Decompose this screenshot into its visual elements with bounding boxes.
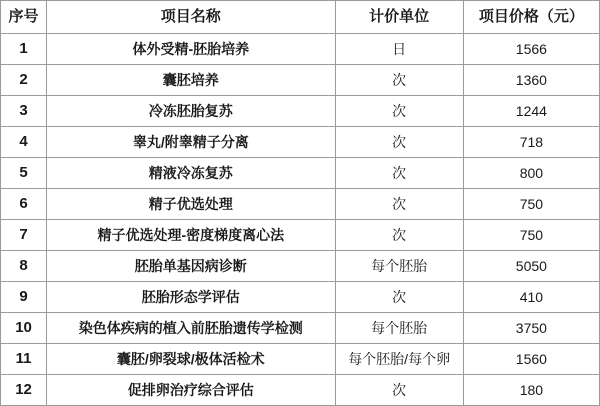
table-row <box>1 251 600 282</box>
column-header-price: 项目价格（元） <box>463 1 599 34</box>
row-index: 10 <box>1 313 47 344</box>
table-row <box>1 375 600 406</box>
row-item-price: 1244 <box>463 96 599 127</box>
table-row <box>1 344 600 375</box>
row-item-name: 胚胎单基因病诊断 <box>47 251 335 282</box>
row-item-name: 体外受精-胚胎培养 <box>47 34 335 65</box>
row-item-unit: 每个胚胎 <box>335 313 463 344</box>
row-item-price: 750 <box>463 189 599 220</box>
row-item-unit: 日 <box>335 34 463 65</box>
row-item-name: 囊胚/卵裂球/极体活检术 <box>47 344 335 375</box>
row-index: 5 <box>1 158 47 189</box>
table-row <box>1 220 600 251</box>
table-row <box>1 282 600 313</box>
row-index: 7 <box>1 220 47 251</box>
row-item-unit: 次 <box>335 127 463 158</box>
row-item-price: 1360 <box>463 65 599 96</box>
row-item-name: 冷冻胚胎复苏 <box>47 96 335 127</box>
row-item-name: 精液冷冻复苏 <box>47 158 335 189</box>
row-item-unit: 次 <box>335 220 463 251</box>
column-header-name: 项目名称 <box>47 1 335 34</box>
row-item-unit: 次 <box>335 375 463 406</box>
row-item-unit: 次 <box>335 158 463 189</box>
row-item-name: 胚胎形态学评估 <box>47 282 335 313</box>
row-item-price: 410 <box>463 282 599 313</box>
table-header <box>1 1 600 34</box>
row-index: 4 <box>1 127 47 158</box>
row-index: 9 <box>1 282 47 313</box>
row-item-price: 1566 <box>463 34 599 65</box>
row-item-name: 促排卵治疗综合评估 <box>47 375 335 406</box>
row-item-unit: 每个胚胎 <box>335 251 463 282</box>
table-row <box>1 96 600 127</box>
row-item-price: 1560 <box>463 344 599 375</box>
column-header-unit: 计价单位 <box>335 1 463 34</box>
row-item-name: 染色体疾病的植入前胚胎遗传学检测 <box>47 313 335 344</box>
table-row <box>1 34 600 65</box>
column-header-index: 序号 <box>1 1 47 34</box>
row-item-price: 180 <box>463 375 599 406</box>
table-row <box>1 158 600 189</box>
row-item-unit: 次 <box>335 282 463 313</box>
table-header-row <box>1 1 600 34</box>
row-item-name: 睾丸/附睾精子分离 <box>47 127 335 158</box>
table-row <box>1 313 600 344</box>
table-body <box>1 34 600 406</box>
row-item-price: 750 <box>463 220 599 251</box>
row-item-unit: 次 <box>335 189 463 220</box>
row-item-unit: 每个胚胎/每个卵 <box>335 344 463 375</box>
row-item-name: 精子优选处理-密度梯度离心法 <box>47 220 335 251</box>
row-item-price: 5050 <box>463 251 599 282</box>
row-item-unit: 次 <box>335 96 463 127</box>
row-item-price: 3750 <box>463 313 599 344</box>
table-row <box>1 65 600 96</box>
row-index: 8 <box>1 251 47 282</box>
table-row <box>1 127 600 158</box>
row-item-unit: 次 <box>335 65 463 96</box>
row-index: 11 <box>1 344 47 375</box>
row-index: 1 <box>1 34 47 65</box>
row-item-name: 囊胚培养 <box>47 65 335 96</box>
row-index: 2 <box>1 65 47 96</box>
row-index: 3 <box>1 96 47 127</box>
row-item-name: 精子优选处理 <box>47 189 335 220</box>
row-index: 6 <box>1 189 47 220</box>
table-row <box>1 189 600 220</box>
row-item-price: 718 <box>463 127 599 158</box>
row-item-price: 800 <box>463 158 599 189</box>
row-index: 12 <box>1 375 47 406</box>
